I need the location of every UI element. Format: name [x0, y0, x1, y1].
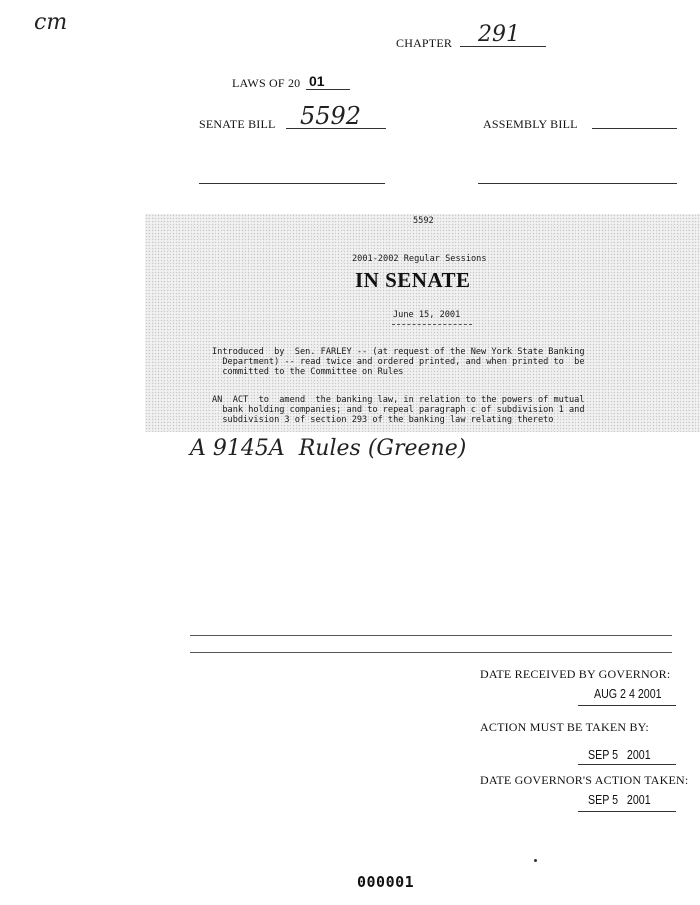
page-number: 000001 [357, 873, 415, 891]
action-by-underline [578, 764, 676, 765]
rule-upper [190, 635, 672, 636]
received-label: DATE RECEIVED BY GOVERNOR: [480, 667, 671, 681]
action-taken-underline [578, 811, 676, 812]
laws-label: LAWS OF 20 [232, 76, 301, 90]
laws-year: 01 [309, 73, 325, 89]
handwritten-reference: A 9145A Rules (Greene) [190, 436, 467, 461]
intro-line-2: Department) -- read twice and ordered printed, and when printed to be [212, 357, 585, 367]
intro-line-1: Introduced by Sen. FARLEY -- (at request of the New York State Banking [212, 347, 585, 357]
session-label: 2001-2002 Regular Sessions [352, 254, 487, 264]
laws-underline [306, 89, 350, 90]
received-underline [578, 705, 676, 706]
assembly-bill-label: ASSEMBLY BILL [483, 117, 578, 131]
act-line-3: subdivision 3 of section 293 of the banking law relating thereto [212, 415, 554, 425]
chapter-underline [460, 46, 546, 47]
senate-bill-label: SENATE BILL [199, 117, 276, 131]
chapter-number: 291 [478, 22, 520, 47]
rule-lower [190, 652, 672, 653]
signature-line-left [199, 183, 385, 184]
received-date-stamp: AUG 2 4 2001 [594, 686, 662, 701]
bill-number: 5592 [413, 216, 434, 226]
chapter-label: CHAPTER [396, 36, 453, 50]
action-taken-label: DATE GOVERNOR'S ACTION TAKEN: [480, 773, 689, 787]
bill-date: June 15, 2001 [393, 310, 461, 320]
senate-bill-underline [286, 128, 386, 129]
date-underline [392, 324, 472, 325]
senate-bill-number: 5592 [300, 102, 362, 130]
scan-speck [534, 859, 537, 862]
act-line-2: bank holding companies; and to repeal paragraph c of subdivision 1 and [212, 405, 585, 415]
action-by-label: ACTION MUST BE TAKEN BY: [480, 720, 649, 734]
signature-line-right [478, 183, 677, 184]
chamber-title: IN SENATE [355, 268, 471, 292]
act-line-1: AN ACT to amend the banking law, in relation to the powers of mutual [212, 395, 585, 405]
intro-line-3: committed to the Committee on Rules [212, 367, 404, 377]
action-by-date-stamp: SEP 5 2001 [588, 747, 651, 762]
action-taken-date-stamp: SEP 5 2001 [588, 792, 651, 807]
corner-initials: cm [34, 10, 68, 35]
assembly-bill-underline [592, 128, 677, 129]
